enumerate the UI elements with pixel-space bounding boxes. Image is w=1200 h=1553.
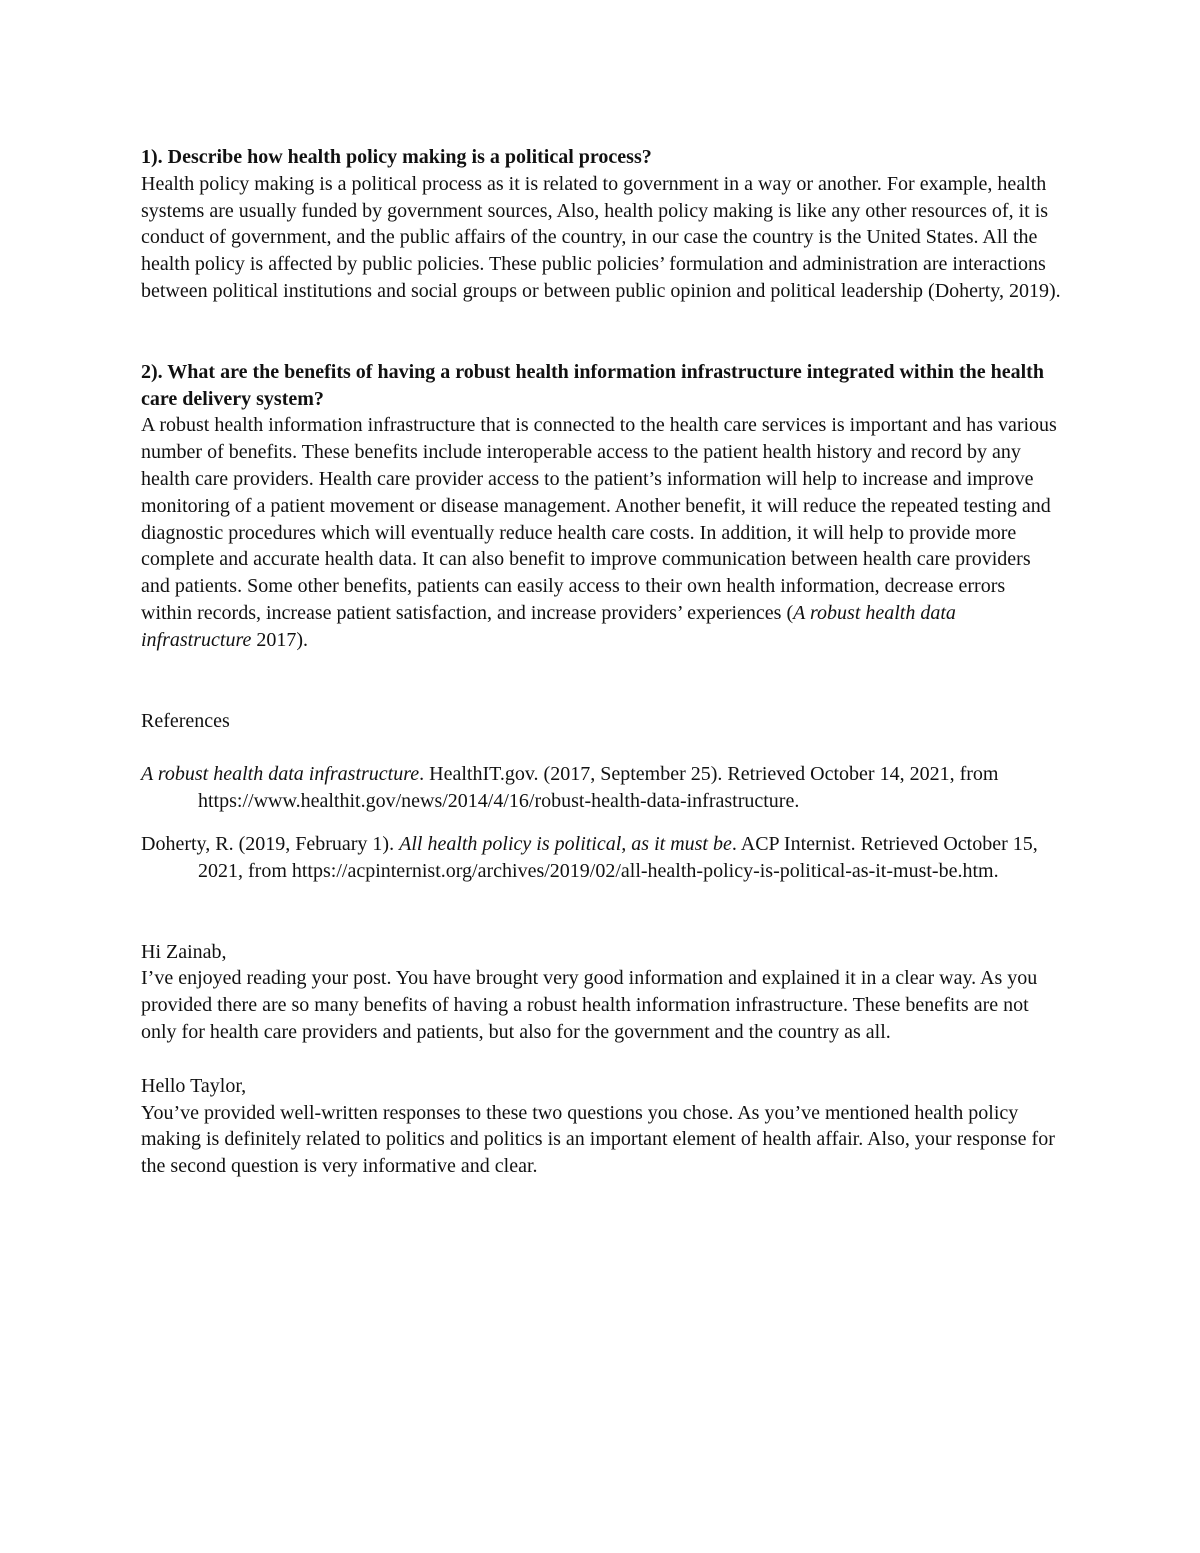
reference-item-2 [141, 831, 1061, 885]
reply-1-greeting: Hi Zainab, [141, 940, 227, 963]
reply-1-body: I’ve enjoyed reading your post. You have brought very good information and explained it in a clear way. As you provided there are so many benefits of having a robust health information infrastructure. These benefits are not only for health care providers and patients, but also for the government and the country as all. [141, 967, 1038, 1043]
reply-2-greeting: Hello Taylor, [141, 1074, 247, 1097]
question-2-answer [141, 412, 1061, 653]
reference-item-1 [141, 761, 1061, 815]
reference-2-title: All health policy is political, as it must be [399, 832, 732, 855]
document-content [141, 144, 1061, 1180]
reference-2-rest: . ACP Internist. Retrieved October 15, 2021, from https://acpinternist.org/archives/2019/02/all-health-policy-is-political-as-it-must-be.htm. [198, 832, 1038, 882]
reference-1-rest: . HealthIT.gov. (2017, September 25). Retrieved October 14, 2021, from https://www.healthit.gov/news/2014/4/16/robust-health-data-infrastructure. [198, 763, 999, 813]
question-2-answer-end: 2017). [251, 628, 309, 651]
reference-1-title: A robust health data infrastructure [141, 763, 420, 786]
reference-2-lead: Doherty, R. (2019, February 1). [141, 832, 400, 855]
question-2-answer-main: A robust health information infrastructure that is connected to the health care services is important and has various number of benefits. These benefits include interoperable access to the patient health history and record by any health care providers. Health care provider access to the patient’s information will help to increase and improve monitoring of a patient movement or disease management. Another benefit, it will reduce the repeated testing and diagnostic procedures which will eventually reduce health care costs. In addition, it will help to provide more complete and accurate health data. It can also benefit to improve communication between health care providers and patients. Some other benefits, patients can easily access to their own health information, decrease errors within records, increase patient satisfaction, and increase providers’ experiences ( [141, 414, 1057, 624]
question-2-title: 2). What are the benefits of having a robust health information infrastructure integrated within the health care delivery system? [141, 360, 1044, 410]
question-1-answer: Health policy making is a political process as it is related to government in a way or another. For example, health systems are usually funded by government sources, Also, health policy making is like any other resources of, it is conduct of government, and the public affairs of the country, in our case the country is the United States. All the health policy is affected by public policies. These public policies’ formulation and administration are interactions between political institutions and social groups or between public opinion and political leadership (Doherty, 2019). [141, 172, 1061, 302]
question-1-title: 1). Describe how health policy making is a political process? [141, 146, 652, 168]
question-2-answer-citation: A robust health data infrastructure [141, 601, 956, 651]
references-heading: References [141, 709, 230, 732]
reply-2-body: You’ve provided well-written responses to these two questions you chose. As you’ve mentioned health policy making is definitely related to politics and politics is an important element of health affair. Also, your response for the second question is very informative and clear. [141, 1101, 1055, 1178]
